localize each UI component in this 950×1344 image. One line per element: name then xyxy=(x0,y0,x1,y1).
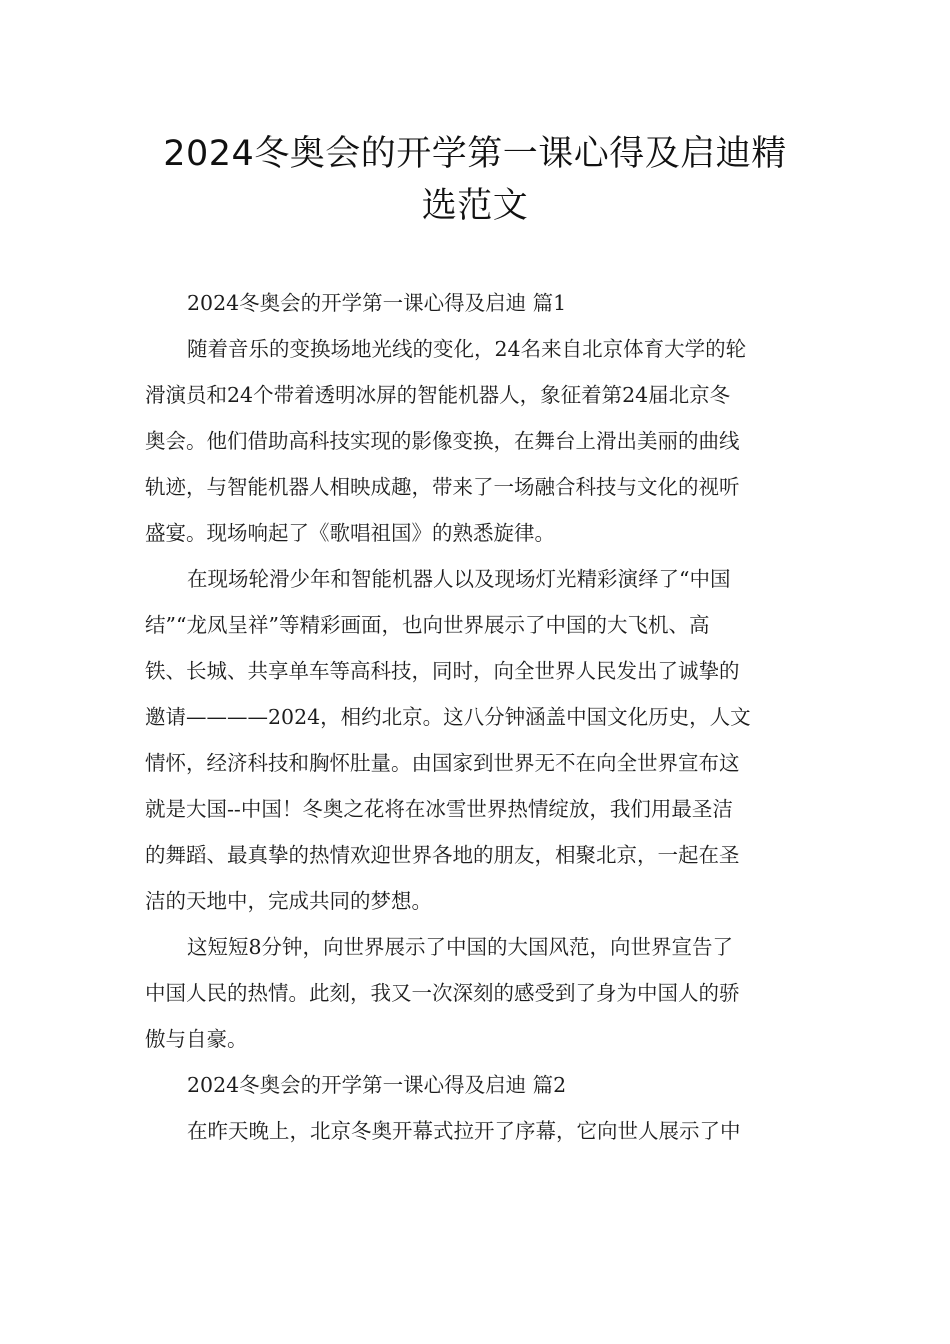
title-line-1: 2024冬奥会的开学第一课心得及启迪精 xyxy=(163,134,787,174)
body-line: 滑演员和24个带着透明冰屏的智能机器人，象征着第24届北京冬 xyxy=(145,383,731,407)
body-line: 洁的天地中，完成共同的梦想。 xyxy=(145,889,432,913)
title-line-2: 选范文 xyxy=(421,186,529,226)
body-line: 的舞蹈、最真挚的热情欢迎世界各地的朋友，相聚北京，一起在圣 xyxy=(145,843,740,867)
body-line: 在昨天晚上，北京冬奥开幕式拉开了序幕，它向世人展示了中 xyxy=(187,1119,741,1143)
document-body xyxy=(145,280,810,1154)
body-line: 盛宴。现场响起了《歌唱祖国》的熟悉旋律。 xyxy=(145,521,555,545)
body-line: 在现场轮滑少年和智能机器人以及现场灯光精彩演绎了“中国 xyxy=(187,567,731,591)
body-line: 结”“龙凤呈祥”等精彩画面，也向世界展示了中国的大飞机、高 xyxy=(145,613,710,637)
section-heading-1: 2024冬奥会的开学第一课心得及启迪 篇1 xyxy=(187,291,567,315)
body-line: 这短短8分钟，向世界展示了中国的大国风范，向世界宣告了 xyxy=(187,935,734,959)
section-heading-2: 2024冬奥会的开学第一课心得及启迪 篇2 xyxy=(187,1073,567,1097)
body-line: 情怀，经济科技和胸怀肚量。由国家到世界无不在向全世界宣布这 xyxy=(145,751,740,775)
body-line: 中国人民的热情。此刻，我又一次深刻的感受到了身为中国人的骄 xyxy=(145,981,740,1005)
body-line: 轨迹，与智能机器人相映成趣，带来了一场融合科技与文化的视听 xyxy=(145,475,740,499)
body-line: 随着音乐的变换场地光线的变化，24名来自北京体育大学的轮 xyxy=(187,337,747,361)
body-line: 邀请————2024，相约北京。这八分钟涵盖中国文化历史，人文 xyxy=(145,705,751,729)
document-title xyxy=(100,128,850,232)
body-line: 铁、长城、共享单车等高科技，同时，向全世界人民发出了诚挚的 xyxy=(145,659,740,683)
body-line: 傲与自豪。 xyxy=(145,1027,248,1051)
body-line: 奥会。他们借助高科技实现的影像变换，在舞台上滑出美丽的曲线 xyxy=(145,429,740,453)
body-line: 就是大国--中国！冬奥之花将在冰雪世界热情绽放，我们用最圣洁 xyxy=(145,797,733,821)
